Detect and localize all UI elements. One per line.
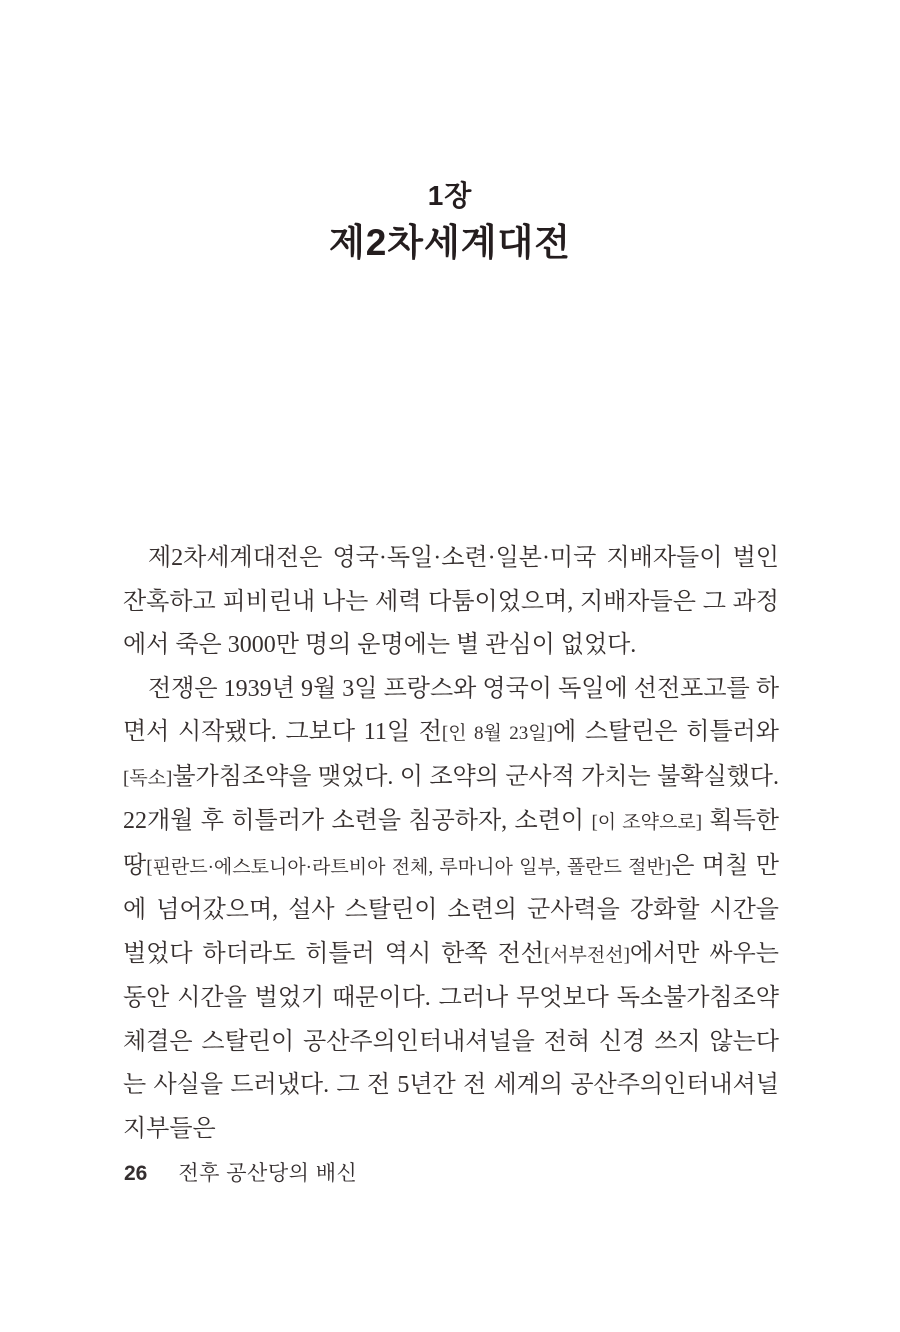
running-title: 전후 공산당의 배신: [178, 1162, 358, 1185]
chapter-heading: [0, 181, 900, 263]
body-segment: 에 스탈린은 히틀러와: [552, 719, 779, 745]
bracket-annotation: [이 조약으로]: [591, 812, 703, 833]
body-segment: 불가침조약을 맺었다. 이 조약의 군사적 가치는 불확실했다. 22개월 후 히틀러가 소련을 침공하자, 소련이: [123, 763, 779, 834]
bracket-annotation: [인 8월 23일]: [441, 723, 553, 744]
body-segment: 에서만 싸우는 동안 시간을 벌었기 때문이다. 그러나 무엇보다 독소불가침조약 체결은 스탈린이 공산주의인터내셔널을 전혀 신경 쓰지 않는다는 사실을 드러냈다. 그 전 5년간 전 세계의 공산주의인터내셔널 지부들은: [123, 940, 779, 1142]
bracket-annotation: [핀란드·에스토니아·라트비아 전체, 루마니아 일부, 폴란드 절반]: [146, 856, 672, 878]
body-segment: 제2차세계대전은 영국·독일·소련·일본·미국 지배자들이 벌인 잔혹하고 피비린내 나는 세력 다툼이었으며, 지배자들은 그 과정에서 죽은 3000만 명의 운명에는 별 관심이 없었다.: [123, 545, 779, 658]
bracket-annotation: [독소]: [123, 767, 173, 789]
bracket-annotation: [서부전선]: [543, 944, 630, 966]
chapter-title: 제2차세계대전: [328, 221, 572, 263]
chapter-number: 1장: [427, 180, 473, 211]
body-segment: 획득한 땅: [123, 808, 779, 879]
paragraph: [123, 668, 779, 1152]
paragraph: [123, 537, 779, 668]
body-segment: 은 며칠 만에 넘어갔으며, 설사 스탈린이 소련의 군사력을 강화할 시간을 벌었다 하더라도 히틀러 역시 한쪽 전선: [123, 852, 779, 967]
body-segment: 전쟁은 1939년 9월 3일 프랑스와 영국이 독일에 선전포고를 하면서 시작됐다. 그보다 11일 전: [123, 675, 779, 745]
page-number: 26: [124, 1162, 148, 1185]
page-footer: [124, 1157, 357, 1187]
body-text: [123, 537, 779, 1151]
